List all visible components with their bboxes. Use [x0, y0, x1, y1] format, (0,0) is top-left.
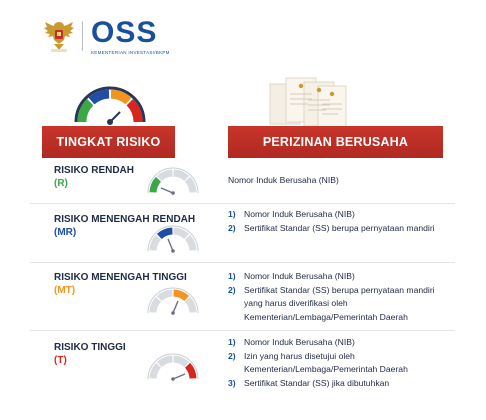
risk-gauge-low-icon — [144, 164, 202, 196]
risk-row-high — [40, 334, 448, 406]
logo-divider — [82, 21, 83, 51]
permit-documents-icon — [266, 74, 350, 132]
row-divider — [30, 330, 455, 331]
permit-item: 1) Nomor Induk Berusaha (NIB) — [228, 337, 355, 347]
garuda-emblem-icon — [42, 18, 76, 54]
risk-code: (R) — [54, 178, 68, 189]
oss-tagline: KEMENTERIAN INVESTASI/BKPM — [91, 49, 170, 55]
risk-row-medium-low — [40, 206, 448, 260]
risk-name: RISIKO TINGGI — [54, 342, 126, 353]
risk-code: (MR) — [54, 227, 77, 238]
risk-code: (T) — [54, 355, 67, 366]
risk-gauge-header-icon — [70, 82, 150, 126]
business-permit-header: PERIZINAN BERUSAHA — [228, 126, 443, 158]
risk-gauge-medium-low-icon — [144, 222, 202, 254]
permit-list — [228, 336, 453, 390]
risk-gauge-high-icon — [144, 350, 202, 382]
permit-item: 2) Izin yang harus disetujui oleh Kementerian/Lembaga/Pemerintah Daerah — [228, 350, 408, 375]
risk-name: RISIKO MENENGAH RENDAH — [54, 214, 196, 225]
risk-row-medium-high — [40, 266, 448, 328]
risk-code: (MT) — [54, 285, 76, 296]
permit-item: Nomor Induk Berusaha (NIB) — [228, 175, 339, 185]
permit-item: 3) Sertifikat Standar (SS) jika dibutuhkan — [228, 377, 390, 388]
risk-row-low — [40, 160, 448, 202]
risk-gauge-medium-high-icon — [144, 284, 202, 316]
permit-list — [228, 208, 453, 235]
row-divider — [30, 262, 455, 263]
permit-item: 2) Sertifikat Standar (SS) berupa pernyataan mandiri — [228, 222, 435, 233]
risk-name: RISIKO MENENGAH TINGGI — [54, 272, 187, 283]
oss-brand-text: OSS — [91, 15, 158, 49]
permit-item: 2) Sertifikat Standar (SS) berupa pernyataan mandiri yang harus diverifikasi oleh Kementerian/Lembaga/Pemerintah Daerah — [228, 284, 435, 322]
oss-logo — [42, 16, 170, 56]
permit-item: 1) Nomor Induk Berusaha (NIB) — [228, 209, 355, 219]
risk-level-header: TINGKAT RISIKO — [42, 126, 175, 158]
permit-list — [228, 270, 453, 324]
permit-item: 1) Nomor Induk Berusaha (NIB) — [228, 271, 355, 281]
risk-name: RISIKO RENDAH — [54, 165, 135, 176]
row-divider — [30, 203, 455, 204]
permit-list — [228, 174, 453, 187]
